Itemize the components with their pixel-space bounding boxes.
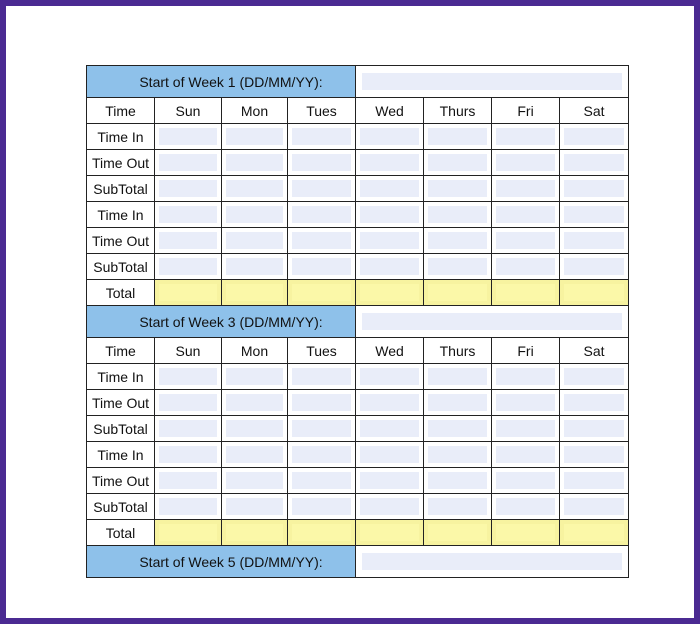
row-label: SubTotal [87, 176, 155, 202]
week-3-row-time-out-1 [87, 390, 629, 416]
week-3-row-time-in-2 [87, 442, 629, 468]
week-3-title: Start of Week 3 (DD/MM/YY): [87, 306, 356, 338]
entry-field[interactable] [155, 468, 222, 494]
entry-field[interactable] [155, 202, 222, 228]
entry-field[interactable] [155, 150, 222, 176]
entry-field[interactable] [356, 150, 424, 176]
column-header-time: Time [87, 338, 155, 364]
entry-field[interactable] [560, 390, 629, 416]
total-field[interactable] [560, 280, 629, 306]
row-label-total: Total [87, 520, 155, 546]
entry-field[interactable] [356, 468, 424, 494]
entry-field[interactable] [288, 202, 356, 228]
entry-field[interactable] [560, 124, 629, 150]
row-label: Time Out [87, 228, 155, 254]
entry-field[interactable] [222, 254, 288, 280]
total-field[interactable] [155, 520, 222, 546]
entry-field[interactable] [560, 494, 629, 520]
entry-field[interactable] [288, 254, 356, 280]
column-header-fri: Fri [492, 338, 560, 364]
entry-field[interactable] [356, 254, 424, 280]
entry-field[interactable] [222, 228, 288, 254]
entry-field[interactable] [155, 494, 222, 520]
entry-field[interactable] [492, 150, 560, 176]
total-field[interactable] [424, 280, 492, 306]
column-header-sun: Sun [155, 338, 222, 364]
entry-field[interactable] [492, 416, 560, 442]
entry-field[interactable] [424, 494, 492, 520]
entry-field[interactable] [560, 442, 629, 468]
entry-field[interactable] [288, 390, 356, 416]
total-field[interactable] [155, 280, 222, 306]
column-header-thurs: Thurs [424, 98, 492, 124]
entry-field[interactable] [288, 416, 356, 442]
column-header-sat: Sat [560, 98, 629, 124]
entry-field[interactable] [222, 416, 288, 442]
entry-field[interactable] [288, 468, 356, 494]
entry-field[interactable] [155, 442, 222, 468]
entry-field[interactable] [424, 442, 492, 468]
row-label: SubTotal [87, 416, 155, 442]
entry-field[interactable] [288, 228, 356, 254]
entry-field[interactable] [222, 150, 288, 176]
week-1-row-subtotal-2 [87, 254, 629, 280]
entry-field[interactable] [560, 228, 629, 254]
week-5-date-field[interactable] [356, 546, 629, 578]
column-header-sat: Sat [560, 338, 629, 364]
entry-field[interactable] [492, 468, 560, 494]
total-field[interactable] [424, 520, 492, 546]
week-3-row-subtotal-1 [87, 416, 629, 442]
total-field[interactable] [356, 520, 424, 546]
entry-field[interactable] [356, 228, 424, 254]
total-field[interactable] [356, 280, 424, 306]
entry-field[interactable] [155, 124, 222, 150]
total-field[interactable] [492, 520, 560, 546]
entry-field[interactable] [424, 124, 492, 150]
row-label: Time In [87, 202, 155, 228]
week-1-row-total [87, 280, 629, 306]
timesheet [86, 65, 628, 578]
week-1-row-time-out-1 [87, 150, 629, 176]
entry-field[interactable] [560, 364, 629, 390]
entry-field[interactable] [492, 228, 560, 254]
entry-field[interactable] [155, 416, 222, 442]
row-label: Time In [87, 364, 155, 390]
column-header-mon: Mon [222, 338, 288, 364]
total-field[interactable] [492, 280, 560, 306]
entry-field[interactable] [288, 442, 356, 468]
entry-field[interactable] [155, 254, 222, 280]
entry-field[interactable] [492, 176, 560, 202]
total-field[interactable] [288, 280, 356, 306]
entry-field[interactable] [356, 124, 424, 150]
entry-field[interactable] [155, 228, 222, 254]
week-1-date-field[interactable] [356, 66, 629, 98]
row-label: Time Out [87, 150, 155, 176]
entry-field[interactable] [288, 364, 356, 390]
entry-field[interactable] [560, 468, 629, 494]
week-3-column-header-row [87, 338, 629, 364]
entry-field[interactable] [492, 442, 560, 468]
entry-field[interactable] [356, 442, 424, 468]
entry-field[interactable] [424, 416, 492, 442]
row-label: SubTotal [87, 254, 155, 280]
week-1-title: Start of Week 1 (DD/MM/YY): [87, 66, 356, 98]
column-header-wed: Wed [356, 338, 424, 364]
week-1-row-time-out-2 [87, 228, 629, 254]
column-header-wed: Wed [356, 98, 424, 124]
column-header-sun: Sun [155, 98, 222, 124]
entry-field[interactable] [560, 150, 629, 176]
total-field[interactable] [222, 520, 288, 546]
week-1-header-row [87, 66, 629, 98]
timesheet-table [86, 65, 629, 578]
week-5-header-row [87, 546, 629, 578]
column-header-thurs: Thurs [424, 338, 492, 364]
column-header-tues: Tues [288, 338, 356, 364]
entry-field[interactable] [424, 176, 492, 202]
row-label: Time Out [87, 468, 155, 494]
column-header-tues: Tues [288, 98, 356, 124]
row-label-total: Total [87, 280, 155, 306]
entry-field[interactable] [222, 468, 288, 494]
entry-field[interactable] [222, 442, 288, 468]
entry-field[interactable] [222, 202, 288, 228]
column-header-fri: Fri [492, 98, 560, 124]
row-label: Time Out [87, 390, 155, 416]
entry-field[interactable] [424, 364, 492, 390]
entry-field[interactable] [492, 390, 560, 416]
entry-field[interactable] [492, 494, 560, 520]
entry-field[interactable] [356, 494, 424, 520]
entry-field[interactable] [288, 124, 356, 150]
week-1-row-time-in-1 [87, 124, 629, 150]
entry-field[interactable] [492, 202, 560, 228]
entry-field[interactable] [222, 176, 288, 202]
entry-field[interactable] [155, 364, 222, 390]
entry-field[interactable] [288, 494, 356, 520]
entry-field[interactable] [356, 364, 424, 390]
row-label: SubTotal [87, 494, 155, 520]
total-field[interactable] [222, 280, 288, 306]
entry-field[interactable] [222, 124, 288, 150]
entry-field[interactable] [356, 390, 424, 416]
week-3-row-time-in-1 [87, 364, 629, 390]
total-field[interactable] [560, 520, 629, 546]
entry-field[interactable] [424, 228, 492, 254]
entry-field[interactable] [356, 416, 424, 442]
row-label: Time In [87, 124, 155, 150]
entry-field[interactable] [492, 124, 560, 150]
entry-field[interactable] [222, 364, 288, 390]
entry-field[interactable] [492, 254, 560, 280]
entry-field[interactable] [356, 176, 424, 202]
week-3-date-field[interactable] [356, 306, 629, 338]
entry-field[interactable] [222, 494, 288, 520]
entry-field[interactable] [356, 202, 424, 228]
week-1-column-header-row [87, 98, 629, 124]
week-1-row-subtotal-1 [87, 176, 629, 202]
total-field[interactable] [288, 520, 356, 546]
week-3-row-total [87, 520, 629, 546]
entry-field[interactable] [155, 390, 222, 416]
entry-field[interactable] [424, 390, 492, 416]
week-3-header-row [87, 306, 629, 338]
entry-field[interactable] [424, 254, 492, 280]
column-header-mon: Mon [222, 98, 288, 124]
week-5-title: Start of Week 5 (DD/MM/YY): [87, 546, 356, 578]
entry-field[interactable] [424, 150, 492, 176]
entry-field[interactable] [424, 202, 492, 228]
week-3-row-time-out-2 [87, 468, 629, 494]
entry-field[interactable] [288, 176, 356, 202]
column-header-time: Time [87, 98, 155, 124]
entry-field[interactable] [560, 202, 629, 228]
entry-field[interactable] [560, 254, 629, 280]
entry-field[interactable] [560, 416, 629, 442]
row-label: Time In [87, 442, 155, 468]
entry-field[interactable] [288, 150, 356, 176]
entry-field[interactable] [424, 468, 492, 494]
entry-field[interactable] [222, 390, 288, 416]
week-3-row-subtotal-2 [87, 494, 629, 520]
entry-field[interactable] [560, 176, 629, 202]
entry-field[interactable] [492, 364, 560, 390]
week-1-row-time-in-2 [87, 202, 629, 228]
entry-field[interactable] [155, 176, 222, 202]
